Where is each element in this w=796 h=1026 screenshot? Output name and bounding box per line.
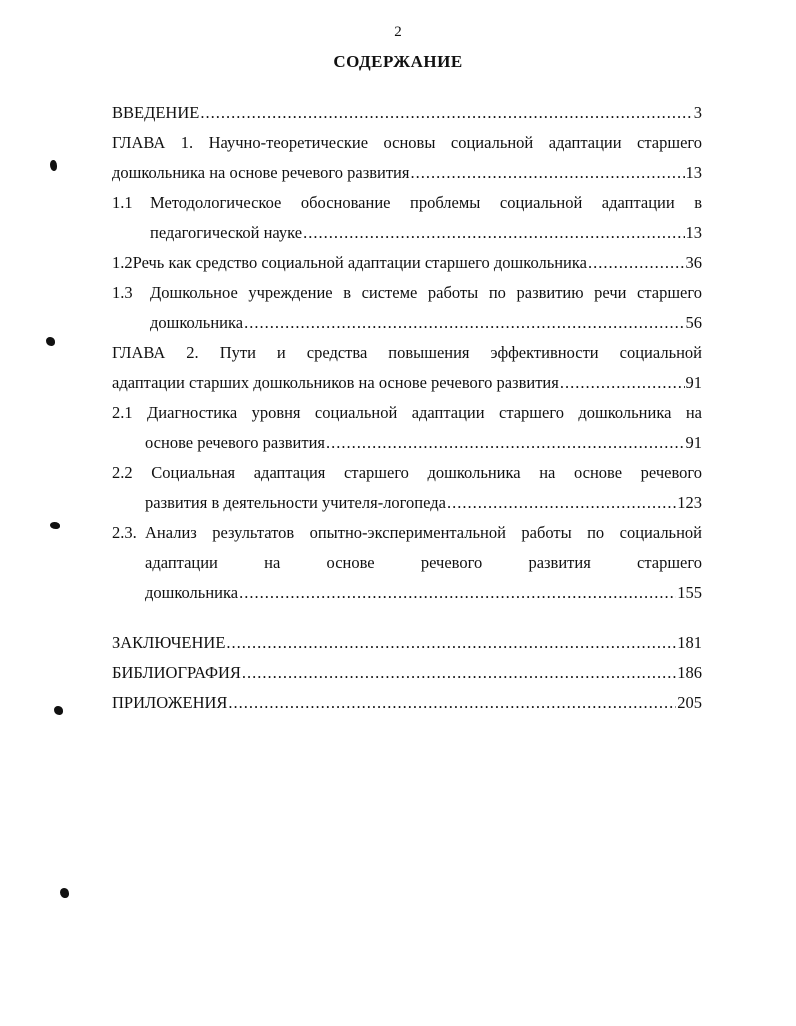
section-number: 1.3 — [112, 283, 133, 302]
toc-page: 13 — [685, 223, 702, 242]
toc-entry-2-2 — [112, 458, 702, 518]
toc-label: основе речевого развития — [145, 433, 325, 452]
toc-entry-appendix — [112, 688, 702, 718]
toc-entry-chapter-1 — [112, 128, 702, 188]
toc-label: 2.2 Социальная адаптация старшего дошкольника на основе речевого — [112, 463, 702, 482]
toc-label: БИБЛИОГРАФИЯ — [112, 663, 241, 682]
section-number: 1.1 — [112, 193, 133, 212]
page-number: 2 — [394, 24, 402, 40]
toc-label: Речь как средство социальной адаптации старшего дошкольника — [132, 253, 587, 272]
toc-entry-bibliography — [112, 658, 702, 688]
toc-page: 123 — [677, 493, 702, 512]
dot-leader — [242, 658, 676, 688]
dot-leader — [560, 368, 685, 398]
toc-label: Дошкольное учреждение в системе работы по развитию речи старшего — [150, 283, 702, 302]
toc-label: 2.1 Диагностика уровня социальной адаптации старшего дошкольника на — [112, 403, 702, 422]
toc-page: 155 — [677, 583, 702, 602]
toc-label: адаптации на основе речевого развития старшего — [145, 553, 702, 572]
scan-mark — [46, 337, 55, 346]
toc-page: 205 — [677, 693, 702, 712]
toc-page: 56 — [685, 313, 702, 332]
toc-label: адаптации старших дошкольников на основе речевого развития — [112, 373, 559, 392]
toc-entry-intro — [112, 98, 702, 128]
toc-label: развития в деятельности учителя-логопеда — [145, 493, 446, 512]
toc-label: педагогической науке — [150, 223, 303, 242]
toc-entry-2-1 — [112, 398, 702, 458]
toc-label: Методологическое обоснование проблемы социальной адаптации в — [150, 193, 702, 212]
scan-mark — [60, 888, 69, 898]
toc-label: ГЛАВА 2. Пути и средства повышения эффективности социальной — [112, 343, 702, 362]
toc-label: дошкольника на основе речевого развития — [112, 163, 410, 182]
toc-page: 91 — [685, 433, 702, 452]
toc-entry-chapter-2 — [112, 338, 702, 398]
toc-page: 13 — [685, 163, 702, 182]
section-number: 2.3. — [112, 523, 137, 542]
table-of-contents — [112, 98, 702, 718]
dot-leader — [588, 248, 685, 278]
scan-mark — [54, 706, 63, 715]
toc-entry-1-2 — [112, 248, 702, 278]
toc-label: ВВЕДЕНИЕ — [112, 103, 200, 122]
scan-mark — [50, 522, 60, 529]
dot-leader — [326, 428, 685, 458]
dot-leader — [447, 488, 676, 518]
toc-label: ЗАКЛЮЧЕНИЕ — [112, 633, 226, 652]
dot-leader — [226, 628, 676, 658]
scan-mark — [50, 160, 57, 171]
toc-entry-conclusion — [112, 628, 702, 658]
toc-label: ГЛАВА 1. Научно-теоретические основы социальной адаптации старшего — [112, 133, 702, 152]
dot-leader — [244, 308, 684, 338]
toc-entry-1-3 — [112, 278, 702, 338]
dot-leader — [228, 688, 676, 718]
dot-leader — [303, 218, 684, 248]
toc-entry-1-1 — [112, 188, 702, 248]
dot-leader — [200, 98, 692, 128]
section-number: 1.2 — [112, 253, 133, 272]
toc-label: дошкольника — [150, 313, 244, 332]
toc-page: 181 — [677, 633, 702, 652]
toc-page: 36 — [685, 253, 702, 272]
toc-page: 3 — [693, 103, 702, 122]
page-title: СОДЕРЖАНИЕ — [333, 52, 463, 71]
dot-leader — [410, 158, 684, 188]
dot-leader — [239, 578, 676, 608]
toc-label: Анализ результатов опытно-экспериментальной работы по социальной — [145, 523, 702, 542]
toc-label: ПРИЛОЖЕНИЯ — [112, 693, 228, 712]
toc-label: дошкольника — [145, 583, 239, 602]
toc-page: 186 — [677, 663, 702, 682]
toc-page: 91 — [685, 373, 702, 392]
toc-entry-2-3 — [112, 518, 702, 608]
